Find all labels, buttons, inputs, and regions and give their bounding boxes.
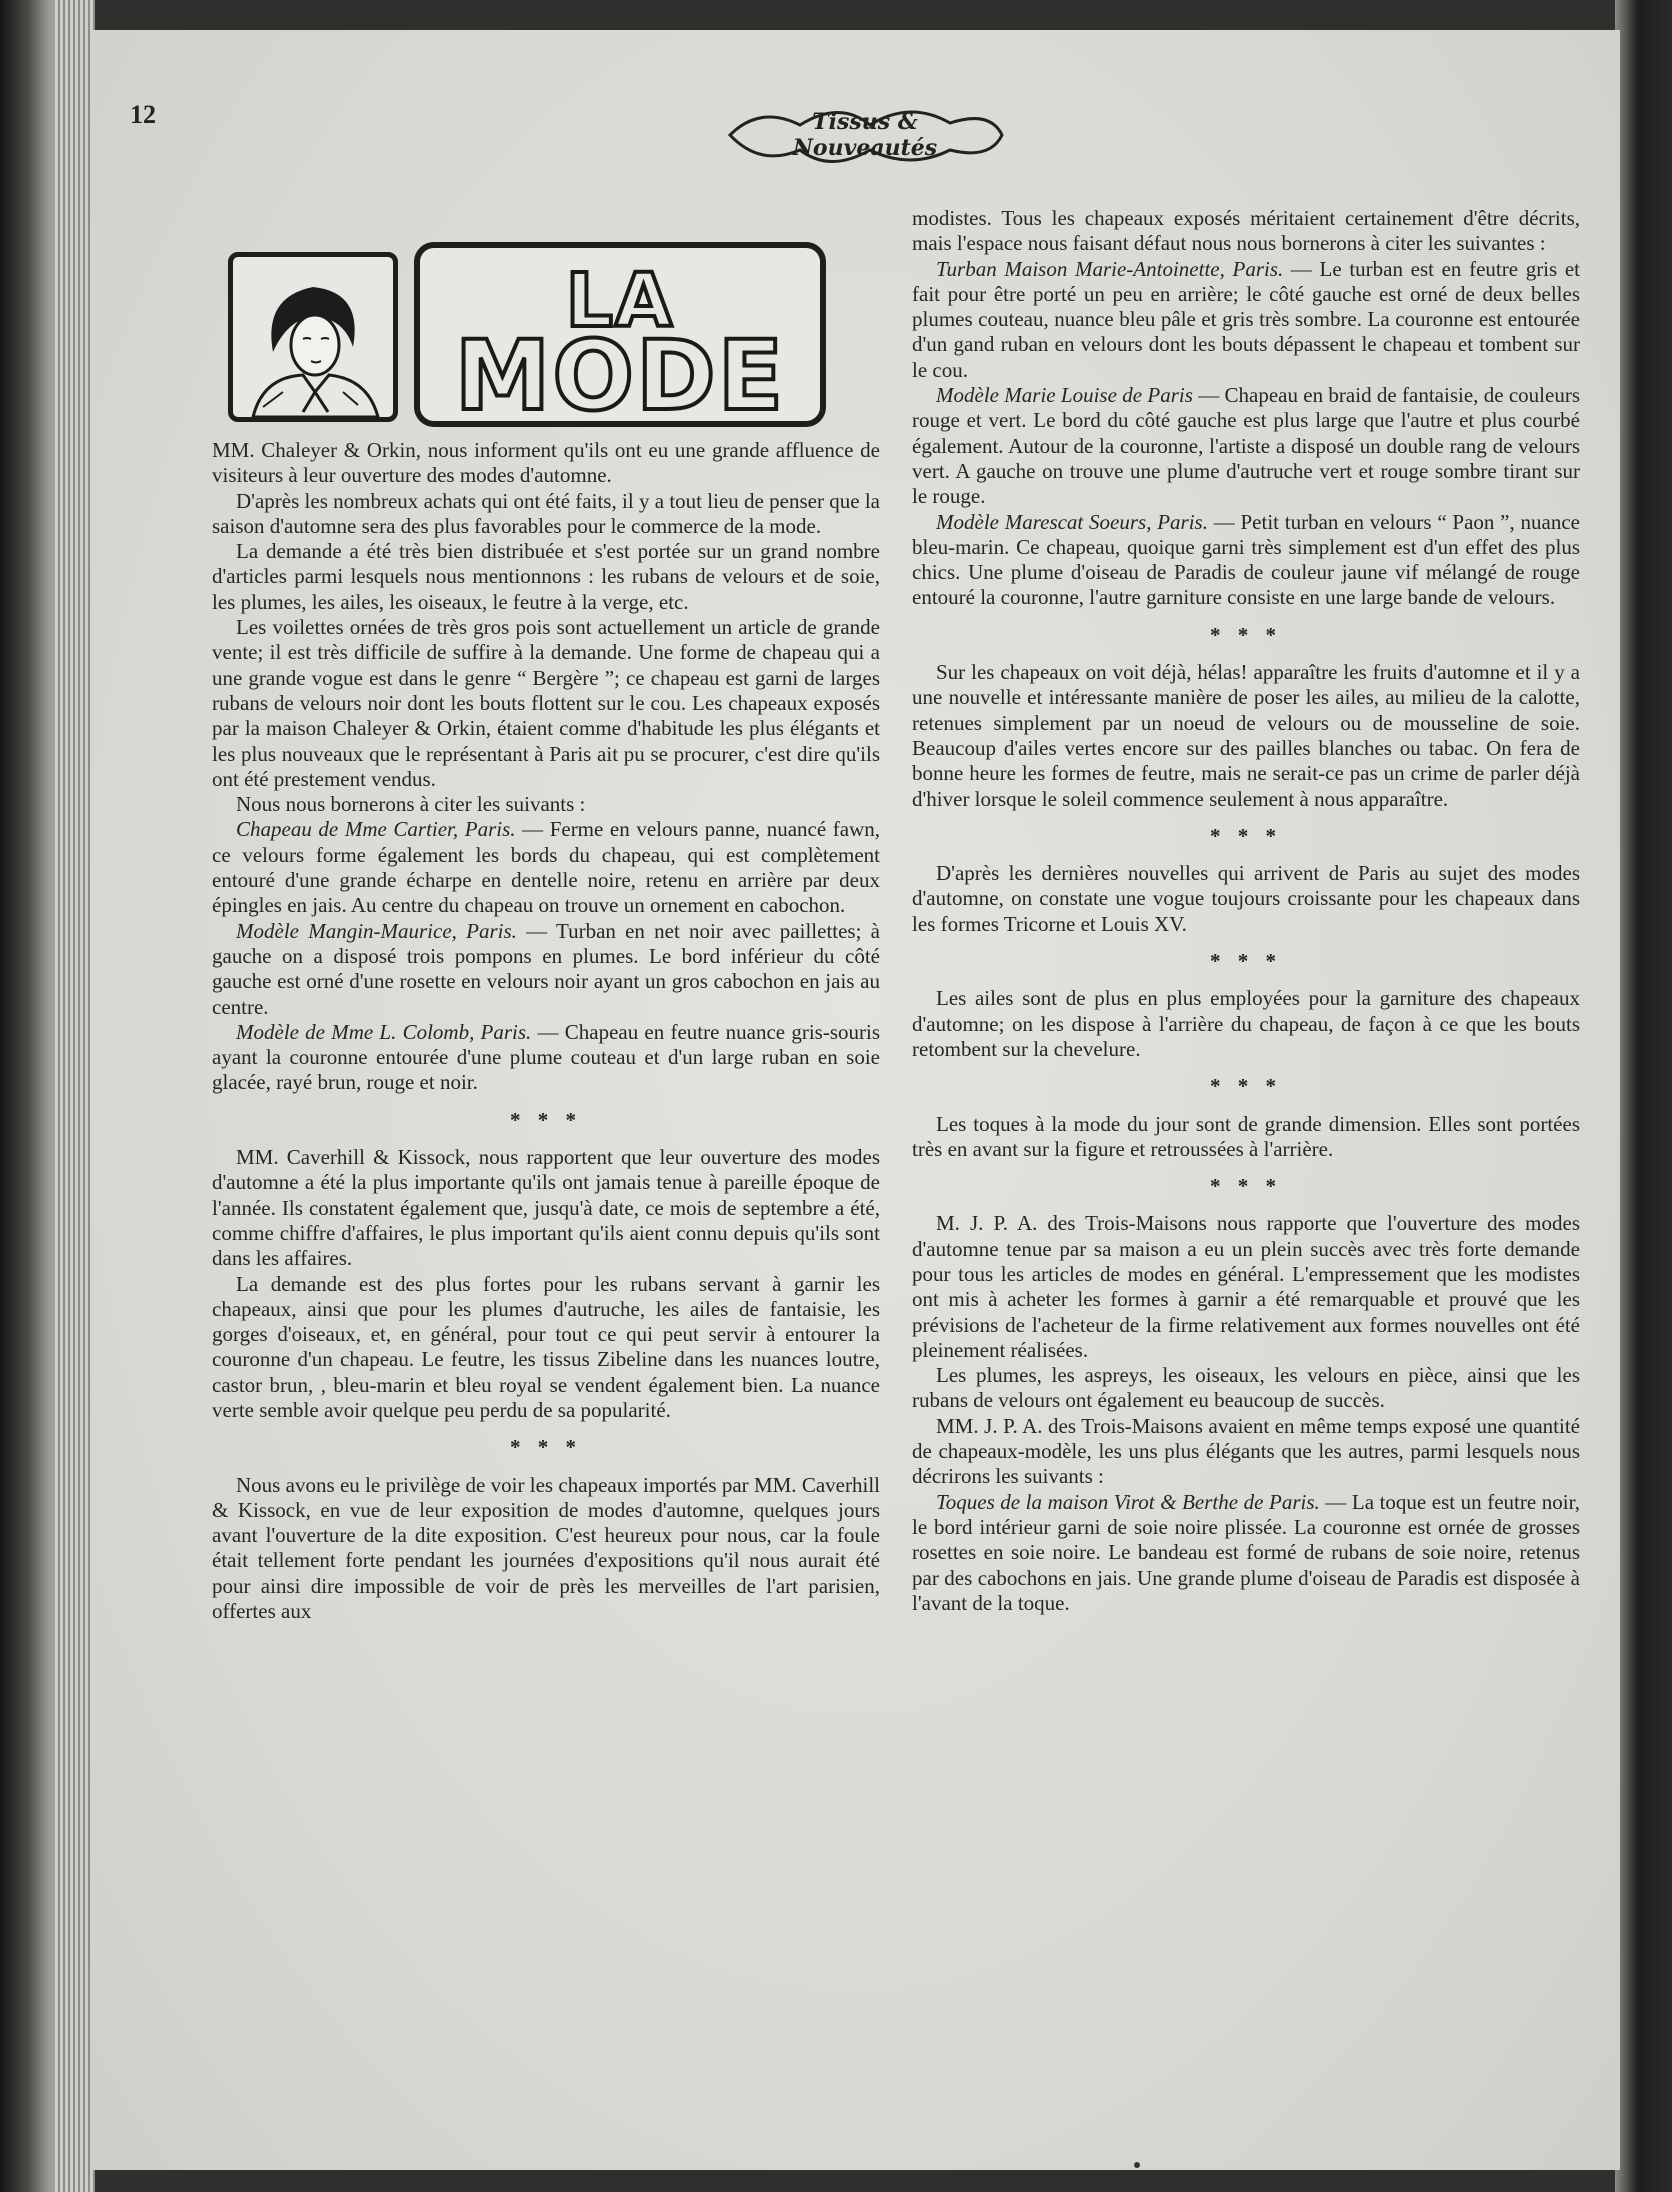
- hat-title: Chapeau de Mme Cartier, Paris.: [236, 817, 516, 842]
- section-divider: * * *: [1210, 1174, 1282, 1199]
- hat-description: [912, 1490, 1580, 1616]
- title-mode: MODE: [454, 320, 786, 432]
- article-paragraph: Nous avons eu le privilège de voir les chapeaux importés par MM. Caverhill & Kissock, en vue de leur exposition de modes d'automne, quelques jours avant l'ouverture de la dite exposition. C'est heureux pour nous, car la foule était tellement forte pendant les journées d'expositions qu'il nous aurait été pour ainsi dire impossible de voir de près les merveilles de l'art parisien, offertes aux: [212, 1472, 880, 1624]
- la-mode-header: [228, 242, 828, 432]
- hat-text: — Turban en net noir avec paillettes; à gauche on a disposé trois pompons en plumes. Le bord inférieur du côté gauche est orné d'une rosette en velours noir ayant un gros cabochon en jais au centre.: [212, 918, 880, 1019]
- svg-text:Nouveautés: Nouveautés: [792, 135, 938, 161]
- section-gap: [212, 1133, 880, 1145]
- hat-title: Modèle Marescat Soeurs, Paris.: [936, 509, 1208, 534]
- hat-text: — Ferme en velours panne, nuancé fawn, ce velours forme également les bords du chapeau, qui est complètement entouré d'une grande écharpe en dentelle noire, retenu en arrière par deux épingles en jais. Au centre du chapeau on trouve un ornement en cabochon.: [212, 817, 881, 918]
- article-paragraph: Sur les chapeaux on voit déjà, hélas! apparaître les fruits d'automne et il y a une nouvelle et intéressante manière de poser les ailes, au milieu de la calotte, retenues simplement par un noeud de velours ou de mousseline de soie. Beaucoup d'ailes vertes encore sur des pailles blanches ou tabac. On fera de bonne heure les formes de feutre, mais ne serait-ce pas un crime de parler déjà d'hiver lorsque le soleil commence seulement à nous apparaître.: [912, 660, 1580, 811]
- section-gap: [912, 1062, 1580, 1074]
- section-gap: [912, 1100, 1580, 1112]
- article-paragraph: La demande a été très bien distribuée et s'est portée sur un grand nombre d'articles parmi lesquels nous mentionnons : les rubans de velours et de soie, les plumes, les ailes, les oiseaux, le feutre à la verge, etc.: [212, 539, 880, 614]
- page-number: 12: [130, 100, 156, 129]
- hat-title: Turban Maison Marie-Antoinette, Paris.: [936, 256, 1284, 281]
- article-paragraph: M. J. P. A. des Trois-Maisons nous rapporte que l'ouverture des modes d'automne tenue par sa maison a eu un plein succès avec très forte demande pour tous les articles de modes en général. L'empressement que les modistes ont mis à acheter les formes à garnir a été remarquable et prouvé que les prévisions de l'acheteur de la firme relativement aux formes nouvelles ont été pleinement réalisées.: [912, 1211, 1580, 1362]
- article-paragraph: Nous nous bornerons à citer les suivants :: [236, 792, 586, 817]
- article-paragraph: Les plumes, les aspreys, les oiseaux, les velours en pièce, ainsi que les rubans de velours ont également eu beaucoup de succès.: [912, 1363, 1580, 1413]
- masthead-logo-icon: [720, 95, 1010, 175]
- article-paragraph: Les toques à la mode du jour sont de grande dimension. Elles sont portées très en avant sur la figure et retroussées à l'arrière.: [912, 1111, 1580, 1161]
- article-paragraph: D'après les dernières nouvelles qui arrivent de Paris au sujet des modes d'automne, on constate une vogue toujours croissante pour les chapeaux dans les formes Tricorne et Louis XV.: [912, 861, 1580, 936]
- hat-title: Modèle Mangin-Maurice, Paris.: [236, 918, 517, 943]
- section-gap: [912, 611, 1580, 623]
- hat-text: — Chapeau en feutre nuance gris-souris ayant la couronne entourée d'une plume couteau et d'un large ruban en soie glacée, rayé brun, rouge et noir.: [212, 1019, 880, 1095]
- hat-description: [212, 1020, 880, 1096]
- hat-text: — Le turban est en feutre gris et fait pour être porté un peu en arrière; le côté gauche est orné de deux belles plumes couteau, nuance bleu pâle et gris très sombre. La couronne est entourée d'un gand ruban en velours dont les bouts dépassent le chapeau et tombent sur le cou.: [912, 256, 1580, 382]
- lady-portrait-icon: [233, 257, 393, 417]
- section-divider: * * *: [510, 1107, 582, 1132]
- article-paragraph: MM. J. P. A. des Trois-Maisons avaient en même temps exposé une quantité de chapeaux-modèle, les uns plus élégants que les autres, parmi lesquels nous décrirons les suivants :: [912, 1413, 1580, 1489]
- section-gap: [212, 1096, 880, 1108]
- portrait-frame: [228, 252, 398, 422]
- section-gap: [912, 812, 1580, 824]
- article-paragraph: Les ailes sont de plus en plus employées pour la garniture des chapeaux d'automne; on les dispose à l'arrière du chapeau, de façon à ce que les bouts retombent sur la chevelure.: [912, 986, 1580, 1061]
- section-gap: [912, 1199, 1580, 1211]
- section-divider: * * *: [1210, 949, 1282, 974]
- section-gap: [912, 937, 1580, 949]
- hat-description: [912, 383, 1580, 509]
- hat-title: Modèle Marie Louise de Paris: [936, 383, 1193, 408]
- section-gap: [912, 1162, 1580, 1174]
- hat-text: — Chapeau en braid de fantaisie, de couleurs rouge et vert. Le bord du côté gauche est plus large que l'autre et plus courbé également. Autour de la couronne, l'artiste a disposé un double rang de velours vert. A gauche on trouve une plume d'autruche vert et rouge sombre tirant sur le rouge.: [912, 383, 1581, 509]
- section-gap: [912, 648, 1580, 660]
- article-paragraph: D'après les nombreux achats qui ont été faits, il y a tout lieu de penser que la saison d'automne sera des plus favorables pour le commerce de la mode.: [212, 488, 880, 538]
- section-divider: * * *: [1210, 1074, 1282, 1099]
- section-divider: * * *: [1210, 823, 1282, 848]
- hat-description: [212, 817, 880, 918]
- section-divider: * * *: [510, 1435, 582, 1460]
- article-paragraph: MM. Caverhill & Kissock, nous rapportent que leur ouverture des modes d'automne a été la plus importante qu'ils ont jamais tenue à pareille époque de l'année. Ils constatent également que, jusqu'à date, ce mois de septembre a été, comme chiffre d'affaires, le plus important qu'ils aient connu depuis qu'ils sont dans les affaires.: [212, 1145, 880, 1271]
- article-paragraph: La demande est des plus fortes pour les rubans servant à garnir les chapeaux, ainsi que pour les plumes d'autruche, les ailes de fantaisie, les gorges d'oiseaux, et, en général, pour tout ce qui peut servir à entourer la couronne d'un chapeau. Le feutre, les tissus Zibeline dans les nuances loutre, castor brun, , bleu-marin et bleu royal se vendent également bien. La nuance verte semble avoir quelque peu perdu de sa popularité.: [212, 1271, 880, 1422]
- book-page-edges: [55, 0, 95, 2192]
- hat-description: [912, 257, 1580, 383]
- print-speck: [1134, 2162, 1140, 2168]
- title-la: LA: [565, 258, 675, 344]
- hat-title: Modèle de Mme L. Colomb, Paris.: [236, 1019, 532, 1044]
- section-gap: [212, 1423, 880, 1435]
- article-paragraph: MM. Chaleyer & Orkin, nous informent qu'ils ont eu une grande affluence de visiteurs à leur ouverture des modes d'automne.: [212, 438, 880, 488]
- hat-description: [212, 919, 880, 1020]
- hat-text: — Petit turban en velours “ Paon ”, nuance bleu-marin. Ce chapeau, quoique garni très simplement est d'un effet des plus chics. Une plume d'oiseau de Paradis de couleur jaune vif mélangé de rouge entouré la couronne, l'autre garniture consiste en une large bande de velours.: [912, 509, 1580, 610]
- hat-text: — La toque est un feutre noir, le bord intérieur garni de soie noire plissée. La couronne est ornée de grosses rosettes en soie noire. Le bandeau est formé de rubans de soie noire, retenus par des cabochons en jais. Une grande plume d'oiseau de Paradis est disposée à l'avant de la toque.: [912, 1489, 1580, 1615]
- article-paragraph: Les voilettes ornées de très gros pois sont actuellement un article de grande vente; il est très difficile de suffire à la demande. Une forme de chapeau qui a une grande vogue est dans le genre “ Bergère ”; ce chapeau est garni de larges rubans de velours noir dont les bouts flottent sur le cou. Les chapeaux exposés par la maison Chaleyer & Orkin, étaient comme d'habitude les plus élégants et les plus nouveaux que le représentant à Paris ait pu se procurer, c'est dire qu'ils ont été prestement vendus.: [212, 615, 880, 791]
- title-frame: [414, 242, 826, 432]
- hat-description: [912, 510, 1580, 611]
- article-paragraph: modistes. Tous les chapeaux exposés méritaient certainement d'être décrits, mais l'espace nous faisant défaut nous nous bornerons à citer les suivantes :: [912, 206, 1580, 256]
- section-gap: [212, 1461, 880, 1473]
- right-column: [912, 206, 1580, 1616]
- section-gap: [912, 849, 1580, 861]
- left-column: [212, 438, 880, 1624]
- svg-text:Tissus &: Tissus &: [812, 109, 918, 135]
- masthead-logo: [720, 95, 1010, 175]
- book-right-edge: [1615, 0, 1672, 2192]
- section-gap: [912, 974, 1580, 986]
- hat-title: Toques de la maison Virot & Berthe de Paris.: [936, 1489, 1320, 1514]
- section-divider: * * *: [1210, 622, 1282, 647]
